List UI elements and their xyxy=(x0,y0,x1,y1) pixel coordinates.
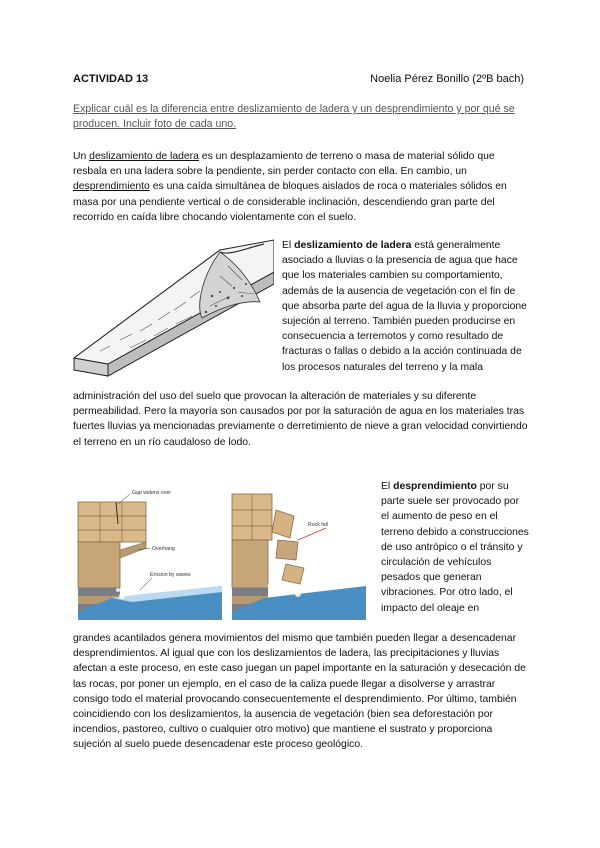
rockfall-lead: El xyxy=(381,481,394,492)
rockfall-paragraph-full: grandes acantilados genera movimientos del mismo que también pueden llegar a desencadenar desprendimientos. Al igual que con los deslizamientos de ladera, las precipitaciones y lluvias afectan a este proceso, en este caso juegan un papel importante en la saturación y desecación de las rocas, por poner un ejemplo, en el caso de la caliza puede llegar a disolverse y arrastrar consigo todo el material provocando consecuentemente el desprendimiento. Por último, también coincidiendo con los deslizamientos, la ausencia de vegetación (bien sea deforestación por incendios, pastoreo, cultivo o cualquier otro motivo) que mantiene el sustrato y proporciona sujeción al suelo puede desencadenar este proceso geológico. xyxy=(73,633,526,751)
intro-text-1: Un xyxy=(73,151,90,162)
term-deslizamiento: deslizamiento de ladera xyxy=(89,151,199,162)
term-desprendimiento: desprendimiento xyxy=(73,181,150,193)
intro-text-3: es una caída simultánea de bloques aislados de roca o materiales sólidos en masa por una pendiente vertical o de considerable inclinación, descendiendo gran parte del recorrido en caída libre chocando violentamente con el suelo. xyxy=(73,181,507,223)
label-gap: Gap widens over xyxy=(132,490,171,496)
intro-paragraph xyxy=(73,149,528,225)
intro-text-2: es un desplazamiento de terreno o masa de material sólido que resbala en una ladera sobre la pendiente, sin perder contacto con ella. En cambio, un xyxy=(73,151,495,178)
task-statement: Explicar cuál es la diferencia entre deslizamiento de ladera y un desprendimiento y por qué se producen. Incluir foto de cada uno. xyxy=(73,103,515,130)
rockfall-term: desprendimiento xyxy=(393,481,477,492)
landslide-term: deslizamiento de ladera xyxy=(294,240,412,251)
label-overhang: Overhang xyxy=(152,546,175,552)
label-rockfall: Rock fall xyxy=(308,522,328,528)
landslide-lead: El xyxy=(282,240,295,251)
landslide-right-text: está generalmente asociado a lluvias o la presencia de agua que hace que los materiales cambien su comportamiento, además de la ausencia de vegetación con el fin de que absorba parte del agua de la lluvia y proporcione sujeción al terreno. También pueden producirse en consecuencia a terremotos y como resultado de fracturas o fallas o debido a la acción continuada de los procesos naturales del terreno y la mala xyxy=(282,240,527,373)
author-name: Noelia Pérez Bonillo (2ºB bach) xyxy=(370,73,524,85)
cliff-after xyxy=(232,494,366,620)
rockfall-paragraph-right xyxy=(381,479,529,616)
label-erosion: Erosion by waves xyxy=(150,572,191,578)
cliff-before xyxy=(78,490,222,620)
landslide-paragraph-full: administración del uso del suelo que provocan la alteración de materiales y su diferente permeabilidad. Pero la mayoría son causados por por la saturación de agua en los materiales tras fuertes lluvias ya mencionadas previamente o derretimiento de nieve a gran velocidad convirtiendo el terreno en un río caudaloso de lodo. xyxy=(73,391,528,448)
rockfall-right-text: por su parte suele ser provocado por el aumento de peso en el terreno debido a construcciones de uso antrópico o el tránsito y circulación de vehículos pesados que generan vibraciones. Por otro lado, el impacto del oleaje en xyxy=(381,481,529,614)
activity-title: ACTIVIDAD 13 xyxy=(73,73,149,85)
landslide-paragraph-right xyxy=(282,238,530,375)
rockfall-illustration xyxy=(72,480,372,625)
landslide-illustration xyxy=(70,236,274,386)
